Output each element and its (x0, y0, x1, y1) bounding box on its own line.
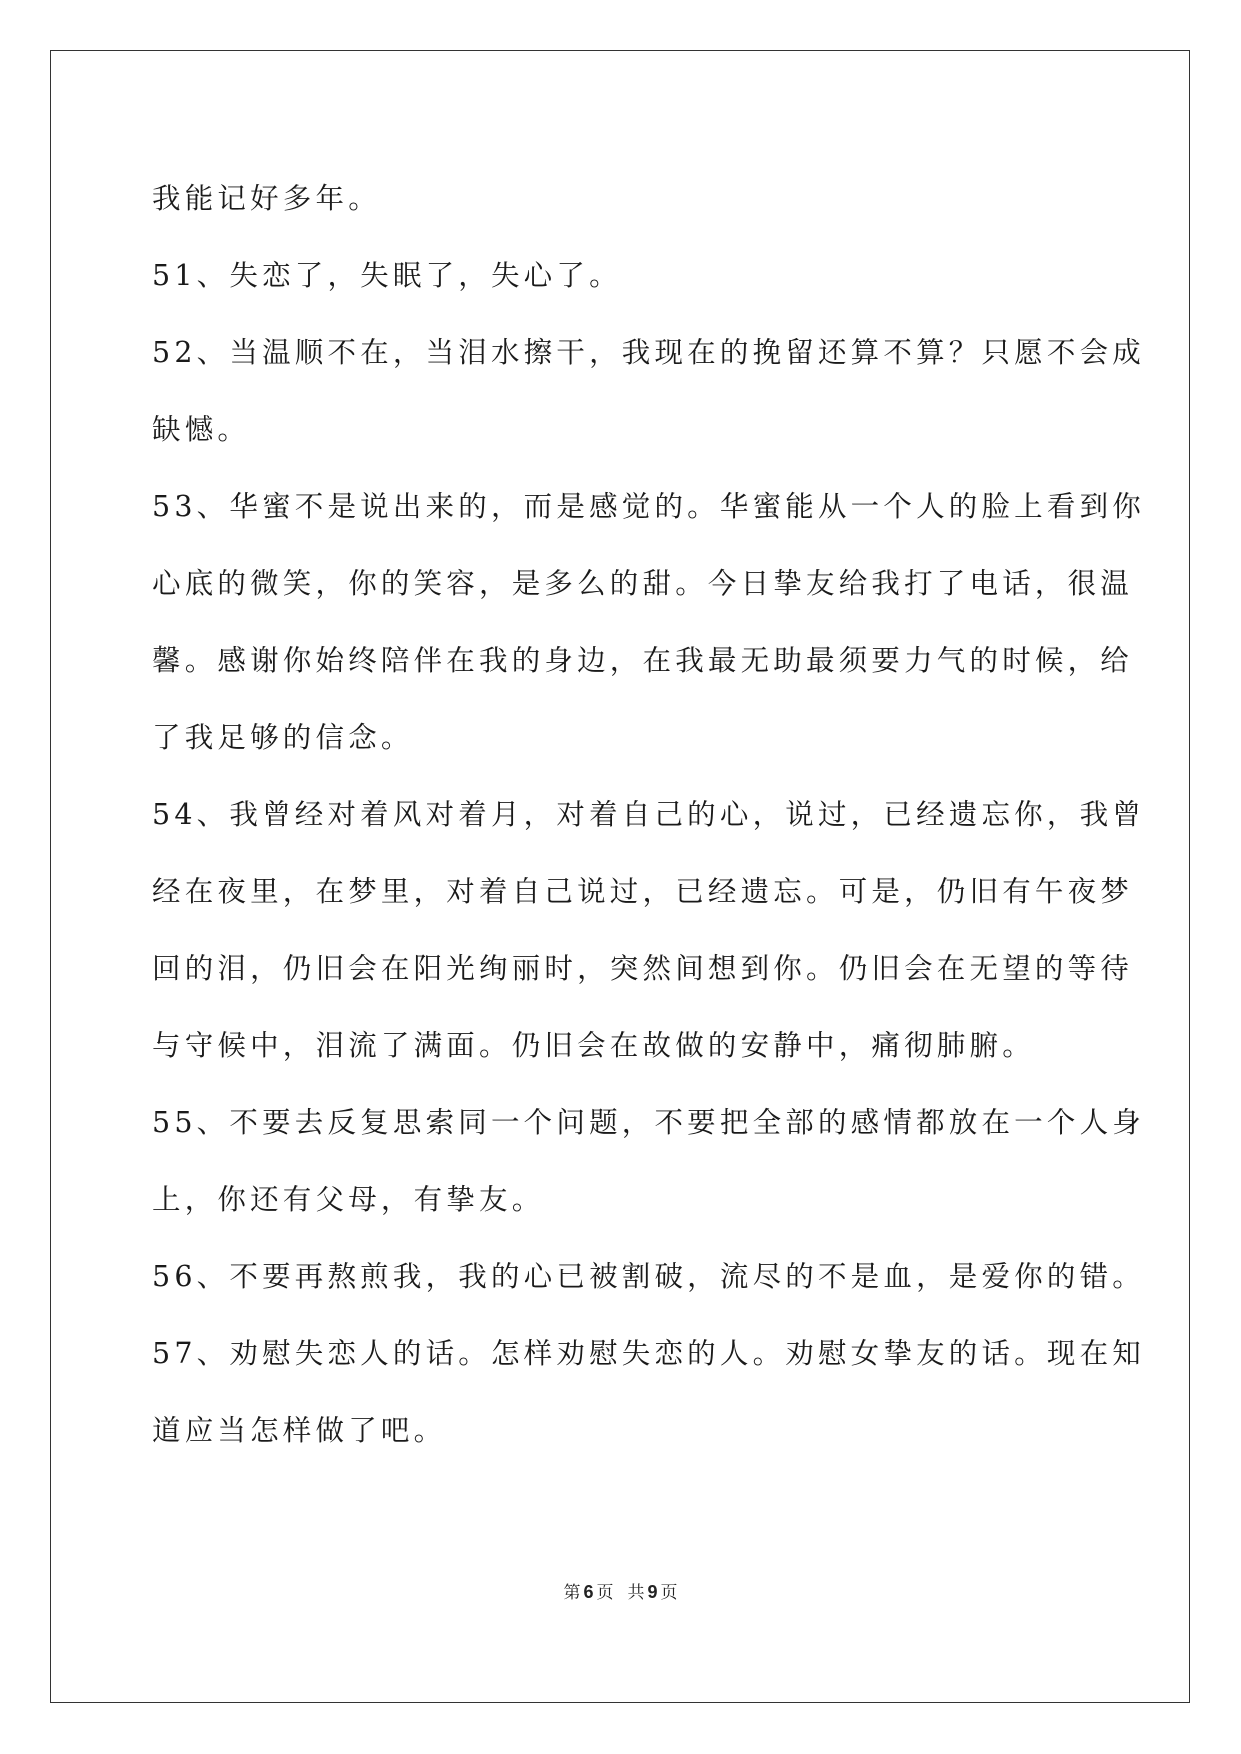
text-line: 57、劝慰失恋人的话。怎样劝慰失恋的人。劝慰女挚友的话。现在知 (152, 1337, 1145, 1370)
text-line: 我能记好多年。 (152, 182, 381, 215)
text-line: 54、我曾经对着风对着月，对着自己的心，说过，已经遗忘你，我曾 (152, 798, 1145, 831)
text-line: 心底的微笑，你的笑容，是多么的甜。今日挚友给我打了电话，很温 (152, 567, 1134, 600)
text-line: 与守候中，泪流了满面。仍旧会在故做的安静中，痛彻肺腑。 (152, 1029, 1035, 1062)
text-line: 道应当怎样做了吧。 (152, 1414, 447, 1447)
text-line: 经在夜里，在梦里，对着自己说过，已经遗忘。可是，仍旧有午夜梦 (152, 875, 1134, 908)
current-page-number: 6 (583, 1582, 594, 1602)
text-line: 馨。感谢你始终陪伴在我的身边，在我最无助最须要力气的时候，给 (152, 644, 1134, 677)
text-line: 53、华蜜不是说出来的，而是感觉的。华蜜能从一个人的脸上看到你 (152, 490, 1145, 523)
text-line: 缺憾。 (152, 413, 251, 446)
page-footer (0, 1578, 1241, 1603)
total-label-suffix: 页 (660, 1583, 678, 1603)
text-line: 回的泪，仍旧会在阳光绚丽时，突然间想到你。仍旧会在无望的等待 (152, 952, 1134, 985)
text-line: 51、失恋了，失眠了，失心了。 (152, 259, 622, 292)
text-line: 上，你还有父母，有挚友。 (152, 1183, 545, 1216)
document-body (152, 160, 1145, 1469)
total-label-prefix: 共 (627, 1583, 645, 1603)
text-line: 56、不要再熬煎我，我的心已被割破，流尽的不是血，是爱你的错。 (152, 1260, 1145, 1293)
page-label-suffix: 页 (596, 1583, 614, 1603)
text-line: 了我足够的信念。 (152, 721, 414, 754)
text-line: 52、当温顺不在，当泪水擦干，我现在的挽留还算不算？只愿不会成 (152, 336, 1145, 369)
page-label-prefix: 第 (563, 1583, 581, 1603)
total-pages-number: 9 (647, 1582, 658, 1602)
text-line: 55、不要去反复思索同一个问题，不要把全部的感情都放在一个人身 (152, 1106, 1145, 1139)
